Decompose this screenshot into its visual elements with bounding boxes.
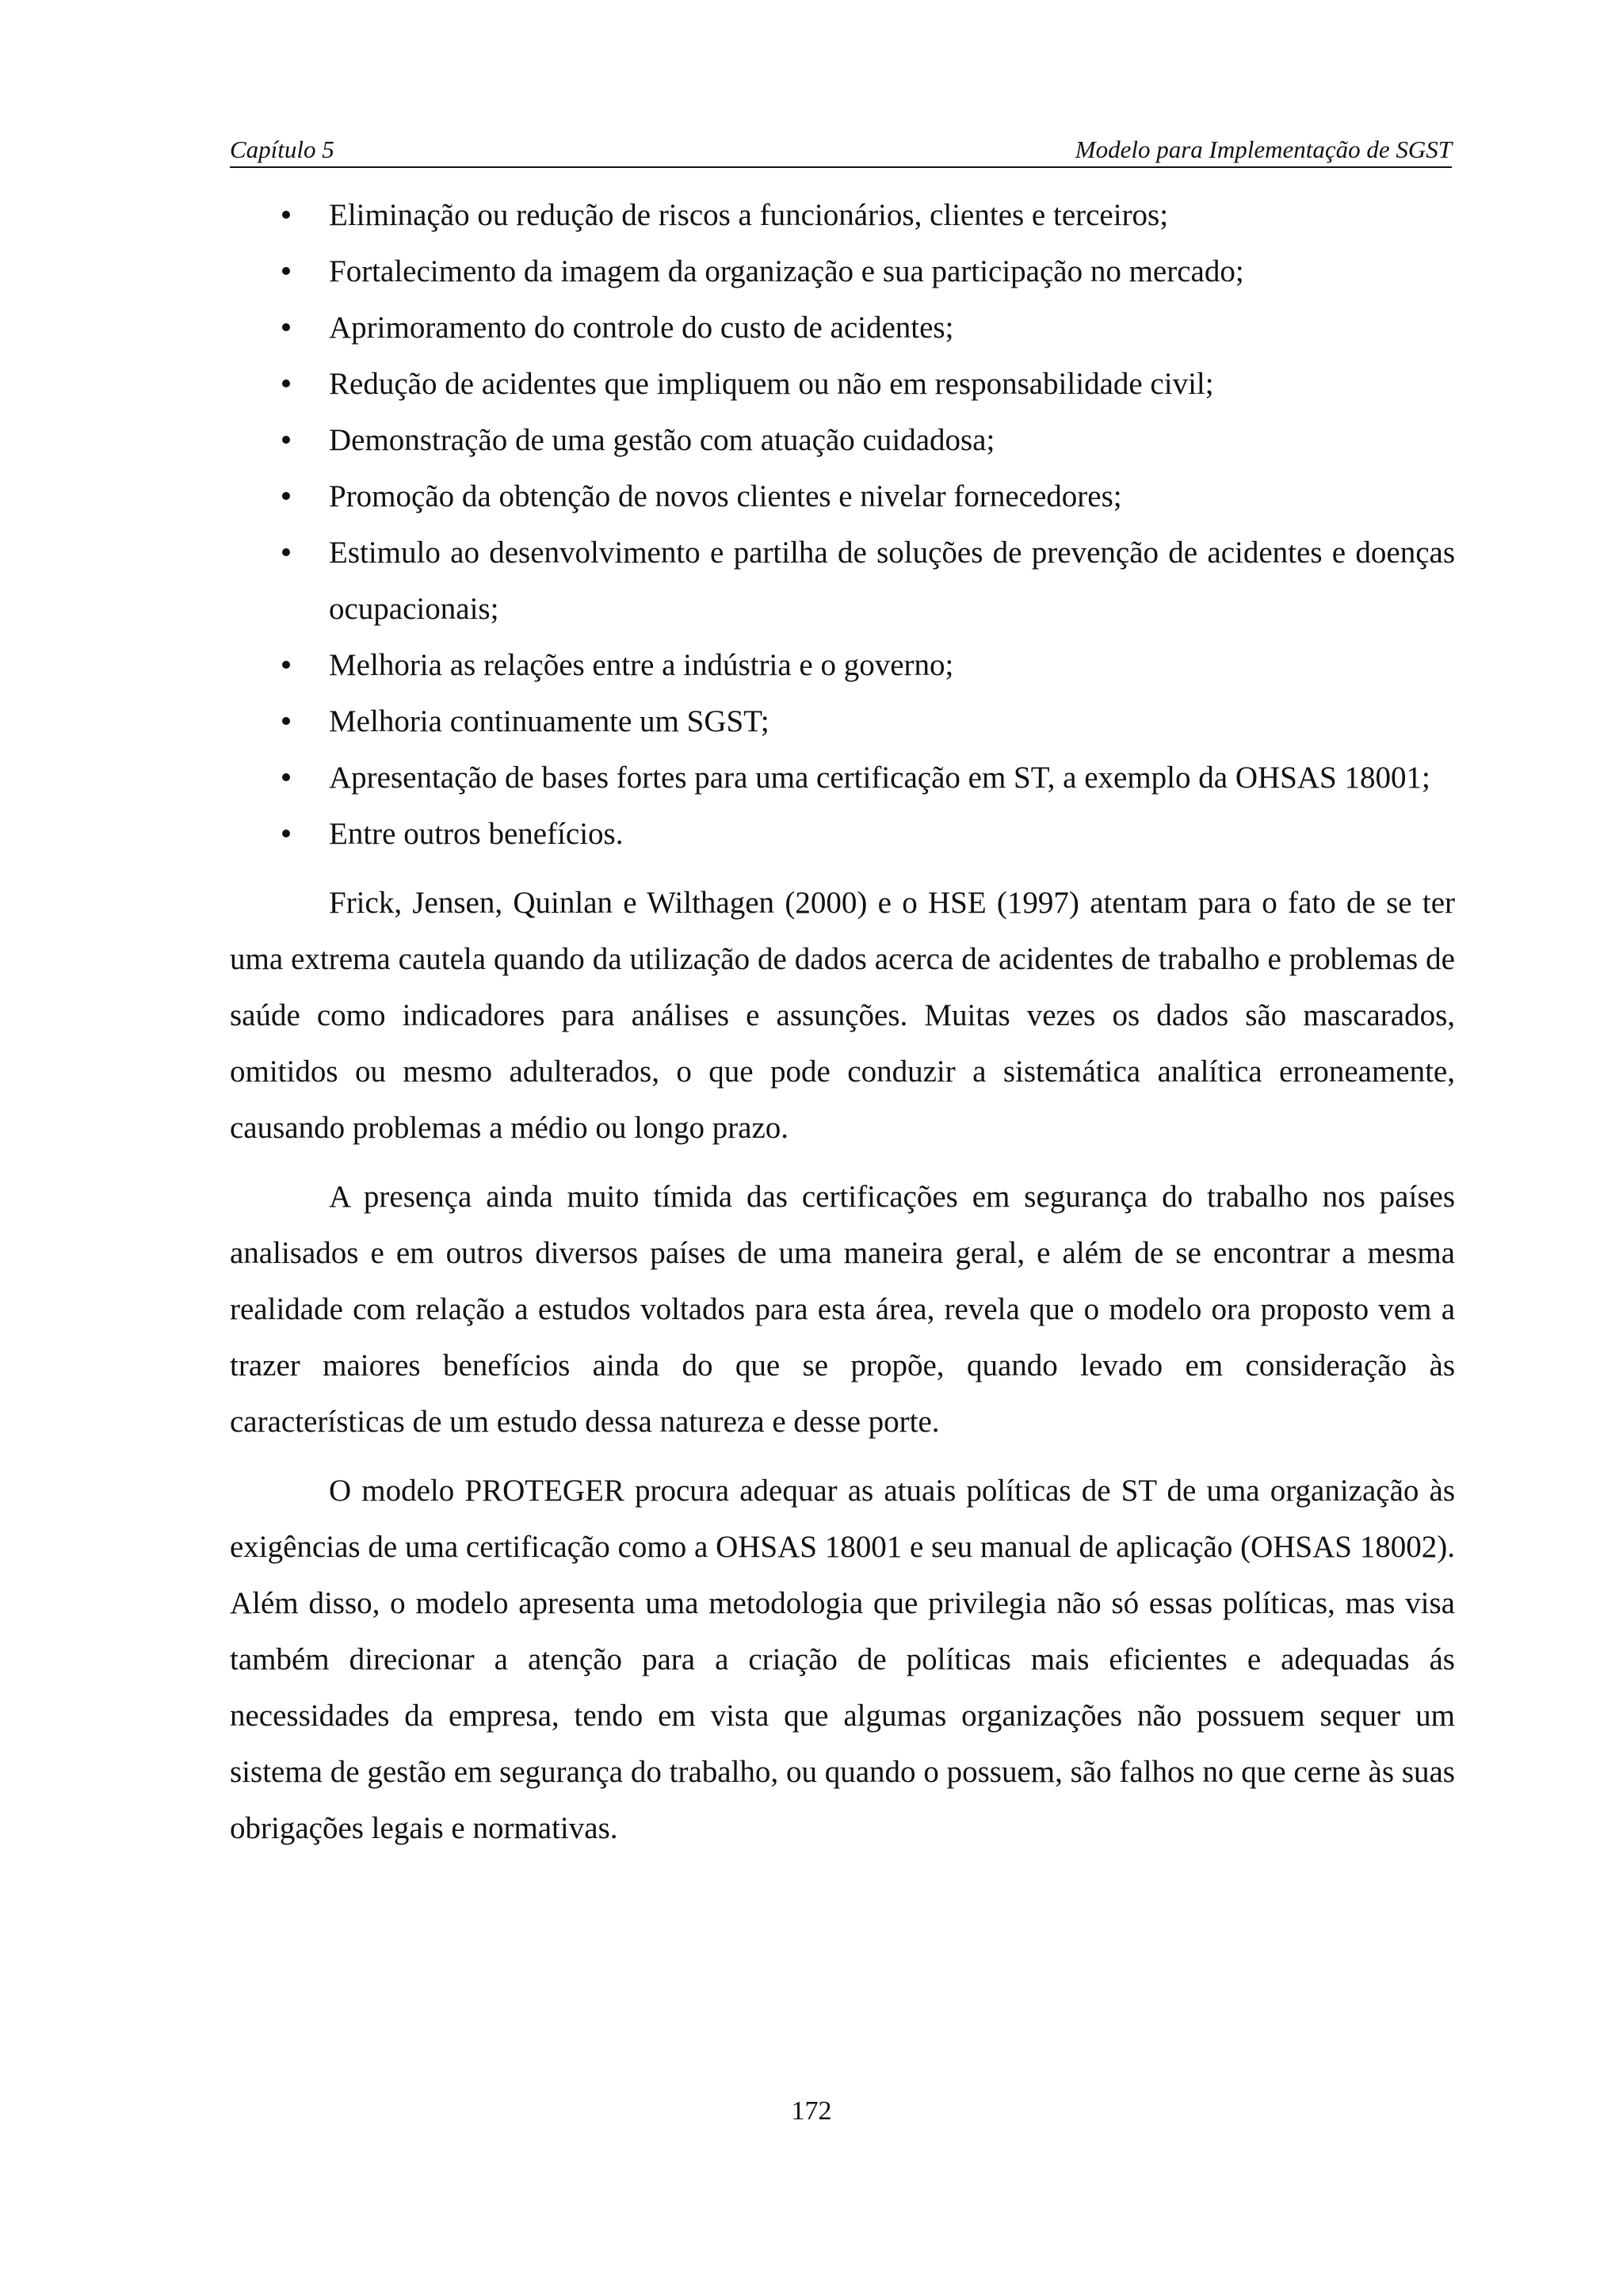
bullet-icon [282, 830, 290, 837]
list-item [230, 356, 1455, 412]
list-item-text: Melhoria as relações entre a indústria e o governo; [329, 648, 954, 682]
list-item-text: Demonstração de uma gestão com atuação cuidadosa; [329, 423, 995, 457]
benefits-list [230, 187, 1455, 862]
list-item-text: Estimulo ao desenvolvimento e partilha de soluções de prevenção de acidentes e doenças ocupacionais; [329, 536, 1455, 626]
paragraph-certification-presence: A presença ainda muito tímida das certificações em segurança do trabalho nos países analisados e em outros diversos países de uma maneira geral, e além de se encontrar a mesma realidade com relação a estudos voltados para esta área, revela que o modelo ora proposto vem a trazer maiores benefícios ainda do que se propõe, quando levado em consideração às características de um estudo dessa natureza e desse porte. [230, 1180, 1455, 1439]
bullet-icon [282, 323, 290, 331]
list-item-text: Entre outros benefícios. [329, 817, 624, 851]
list-item-text: Eliminação ou redução de riscos a funcionários, clientes e terceiros; [329, 198, 1169, 232]
bullet-icon [282, 661, 290, 669]
bullet-icon [282, 548, 290, 556]
list-item [230, 693, 1455, 749]
list-item [230, 524, 1455, 637]
list-item [230, 637, 1455, 693]
header-section-title: Modelo para Implementação de SGST [1075, 135, 1452, 163]
list-item-text: Redução de acidentes que impliquem ou não em responsabilidade civil; [329, 367, 1214, 401]
header-chapter: Capítulo 5 [230, 135, 334, 163]
list-item-text: Promoção da obtenção de novos clientes e nivelar fornecedores; [329, 479, 1122, 513]
body-content [230, 187, 1455, 1856]
page-number: 172 [791, 2096, 832, 2126]
bullet-icon [282, 773, 290, 781]
list-item-text: Aprimoramento do controle do custo de acidentes; [329, 311, 954, 345]
list-item [230, 299, 1455, 356]
list-item [230, 187, 1455, 243]
list-item [230, 412, 1455, 468]
running-header [230, 133, 1452, 168]
list-item-text: Fortalecimento da imagem da organização e sua participação no mercado; [329, 254, 1244, 288]
list-item [230, 749, 1455, 806]
bullet-icon [282, 717, 290, 725]
paragraph-proteger-model: O modelo PROTEGER procura adequar as atuais políticas de ST de uma organização às exigências de uma certificação como a OHSAS 18001 e seu manual de aplicação (OHSAS 18002). Além disso, o modelo apresenta uma metodologia que privilegia não só essas políticas, mas visa também direcionar a atenção para a criação de políticas mais eficientes e adequadas ás necessidades da empresa, tendo em vista que algumas organizações não possuem sequer um sistema de gestão em segurança do trabalho, ou quando o possuem, são falhos no que cerne às suas obrigações legais e normativas. [230, 1474, 1455, 1845]
list-item [230, 806, 1455, 862]
bullet-icon [282, 436, 290, 444]
bullet-icon [282, 211, 290, 219]
list-item [230, 468, 1455, 524]
bullet-icon [282, 267, 290, 275]
bullet-icon [282, 379, 290, 387]
paragraph-data-caution: Frick, Jensen, Quinlan e Wilthagen (2000) e o HSE (1997) atentam para o fato de se ter uma extrema cautela quando da utilização de dados acerca de acidentes de trabalho e problemas de saúde como indicadores para análises e assunções. Muitas vezes os dados são mascarados, omitidos ou mesmo adulterados, o que pode conduzir a sistemática analítica erroneamente, causando problemas a médio ou longo prazo. [230, 886, 1455, 1145]
list-item-text: Apresentação de bases fortes para uma certificação em ST, a exemplo da OHSAS 18001; [329, 761, 1430, 795]
list-item [230, 243, 1455, 299]
list-item-text: Melhoria continuamente um SGST; [329, 704, 769, 738]
bullet-icon [282, 492, 290, 500]
